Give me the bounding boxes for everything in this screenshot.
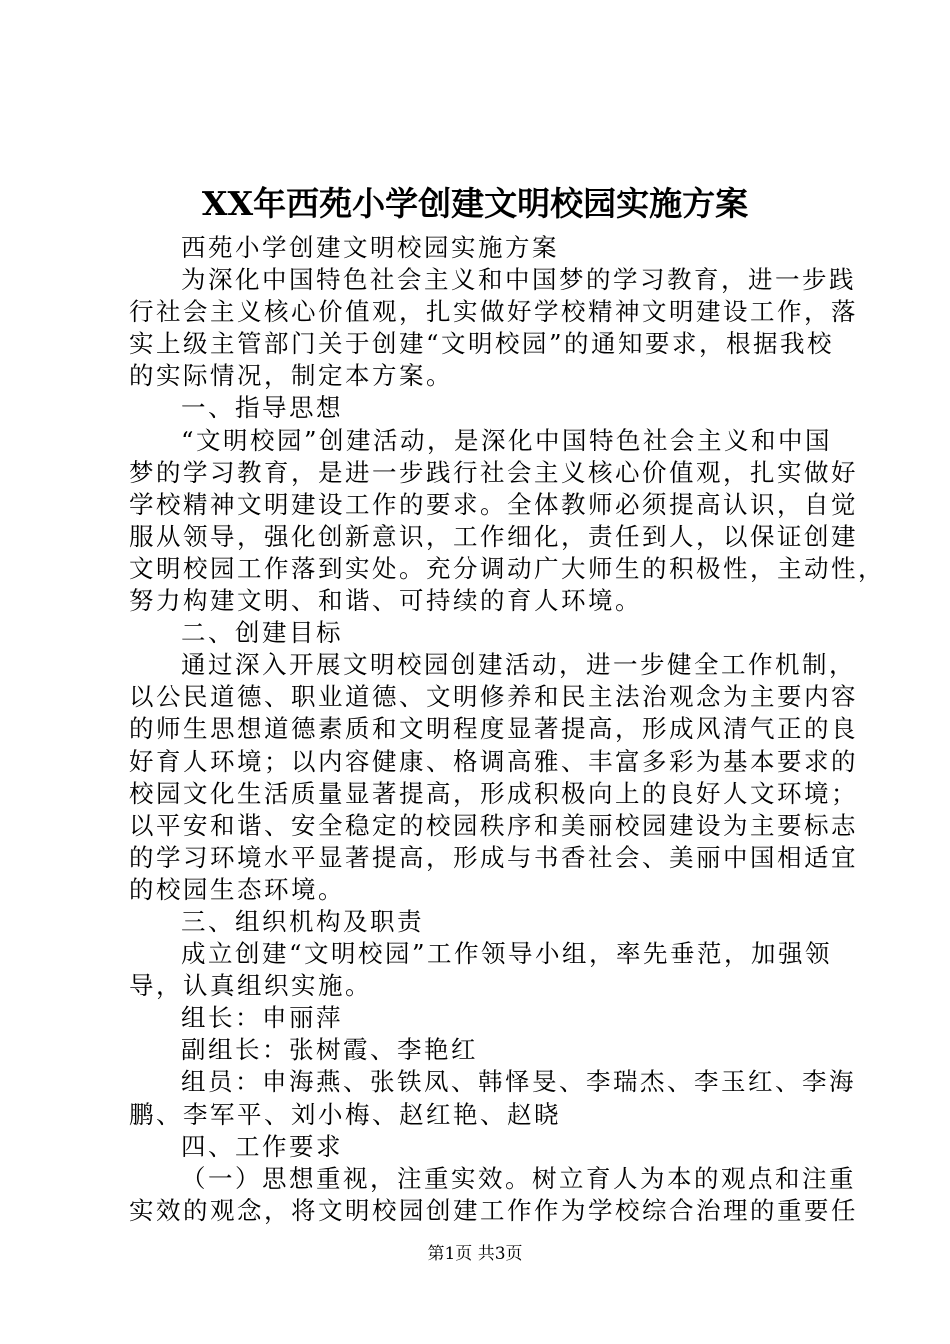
body-line: 以公民道德、职业道德、文明修养和民主法治观念为主要内容 xyxy=(129,682,858,712)
body-line: 导，认真组织实施。 xyxy=(129,971,372,1001)
body-line: 三、组织机构及职责 xyxy=(181,906,424,936)
body-line: 好育人环境；以内容健康、格调高雅、丰富多彩为基本要求的 xyxy=(129,746,858,776)
body-line: 行社会主义核心价值观，扎实做好学校精神文明建设工作，落 xyxy=(129,297,858,327)
body-line: 文明校园工作落到实处。充分调动广大师生的积极性，主动性， xyxy=(129,553,885,583)
document-title: XX年西苑小学创建文明校园实施方案 xyxy=(201,184,749,223)
body-line: 服从领导，强化创新意识，工作细化，责任到人，以保证创建 xyxy=(129,521,858,551)
body-line: 组长：申丽萍 xyxy=(181,1003,343,1033)
body-line: 努力构建文明、和谐、可持续的育人环境。 xyxy=(129,586,642,616)
body-line: 学校精神文明建设工作的要求。全体教师必须提高认识，自觉 xyxy=(129,489,858,519)
body-line: 副组长：张树霞、李艳红 xyxy=(181,1035,478,1065)
body-line: 四、工作要求 xyxy=(181,1131,343,1161)
document-body xyxy=(129,232,885,1227)
body-line: 鹏、李军平、刘小梅、赵红艳、赵晓 xyxy=(129,1099,561,1129)
body-line: 通过深入开展文明校园创建活动，进一步健全工作机制， xyxy=(181,650,856,680)
body-line: 为深化中国特色社会主义和中国梦的学习教育，进一步践 xyxy=(181,265,856,295)
body-line: “文明校园”创建活动，是深化中国特色社会主义和中国 xyxy=(181,425,833,455)
body-line: （一）思想重视，注重实效。树立育人为本的观点和注重 xyxy=(181,1163,856,1193)
body-line: 的学习环境水平显著提高，形成与书香社会、美丽中国相适宜 xyxy=(129,842,858,872)
body-line: 成立创建“文明校园”工作领导小组，率先垂范，加强领 xyxy=(181,939,833,969)
body-line: 西苑小学创建文明校园实施方案 xyxy=(181,233,559,262)
body-line: 的校园生态环境。 xyxy=(129,874,345,904)
body-line: 梦的学习教育，是进一步践行社会主义核心价值观，扎实做好 xyxy=(129,457,858,487)
body-line: 实效的观念，将文明校园创建工作作为学校综合治理的重要任 xyxy=(129,1195,858,1225)
body-line: 二、创建目标 xyxy=(181,618,343,648)
page-footer: 第1页 共3页 xyxy=(427,1244,523,1264)
body-line: 实上级主管部门关于创建“文明校园”的通知要求，根据我校 xyxy=(129,329,835,359)
body-line: 一、指导思想 xyxy=(181,393,343,423)
body-line: 校园文化生活质量显著提高，形成积极向上的良好人文环境； xyxy=(129,778,858,808)
body-line: 的实际情况，制定本方案。 xyxy=(129,361,453,391)
body-line: 以平安和谐、安全稳定的校园秩序和美丽校园建设为主要标志 xyxy=(129,810,858,840)
body-line: 组员：申海燕、张铁凤、韩怿旻、李瑞杰、李玉红、李海 xyxy=(181,1067,856,1097)
body-line: 的师生思想道德素质和文明程度显著提高，形成风清气正的良 xyxy=(129,714,858,744)
